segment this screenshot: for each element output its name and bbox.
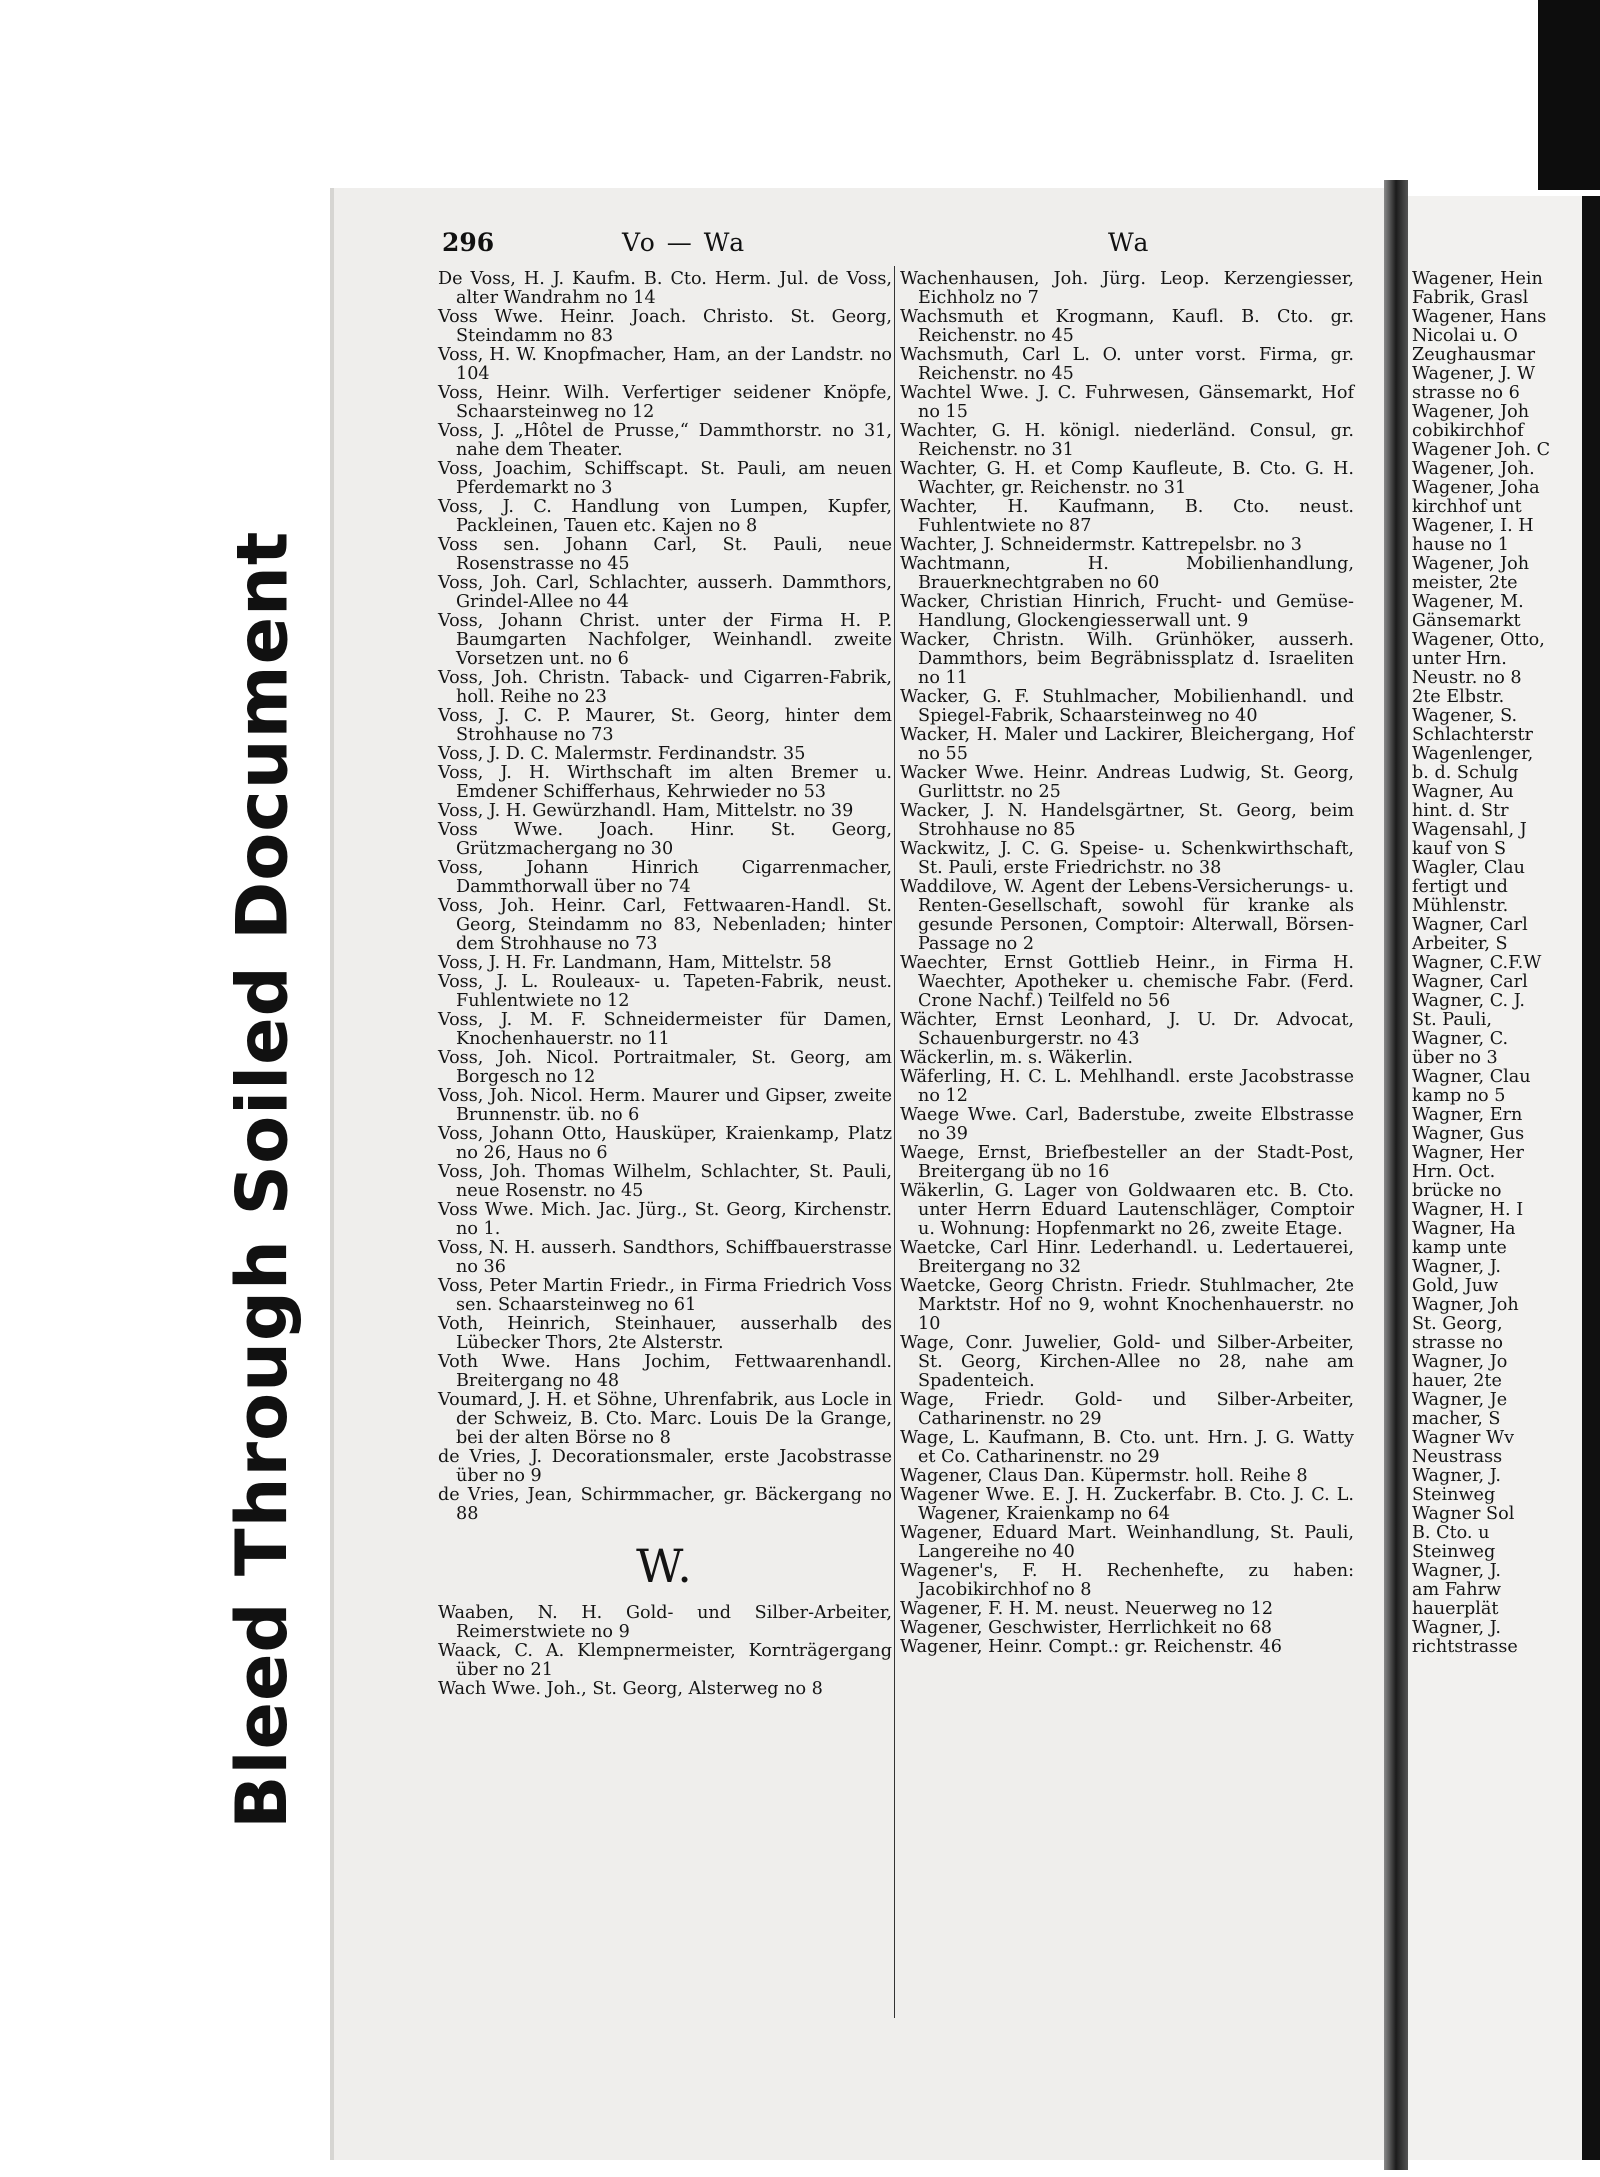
directory-entry: hint. d. Str [1412,801,1509,821]
directory-entry: Wage, Friedr. Gold- und Silber-Arbeiter, Catharinenstr. no 29 [900,1390,1354,1429]
directory-entry: Wäferling, H. C. L. Mehlhandl. erste Jacobstrasse no 12 [900,1067,1354,1106]
directory-entry: Voss, Johann Otto, Hausküper, Kraienkamp, Platz no 26, Haus no 6 [438,1124,892,1163]
directory-entry: Voth, Heinrich, Steinhauer, ausserhalb des Lübecker Thors, 2te Alsterstr. [438,1314,892,1353]
directory-entry: Wagener Wwe. E. J. H. Zuckerfabr. B. Cto. J. C. L. Wagener, Kraienkamp no 64 [900,1485,1354,1524]
directory-entry: Wäkerlin, G. Lager von Goldwaaren etc. B. Cto. unter Herrn Eduard Lautenschläger, Comptoir u. Wohnung: Hopfenmarkt no 26, zweite Etage. [900,1181,1354,1239]
directory-entry: Wächter, Ernst Leonhard, J. U. Dr. Advocat, Schauenburgerstr. no 43 [900,1010,1354,1049]
directory-entry: Wagner, C.F.W [1412,953,1542,973]
directory-entry: Wachsmuth, Carl L. O. unter vorst. Firma, gr. Reichenstr. no 45 [900,345,1354,384]
directory-entry: Wagner, Carl [1412,972,1528,992]
directory-entry: richtstrasse [1412,1637,1518,1657]
directory-entry: Wagener, Joh [1412,402,1530,422]
directory-entry: Wagner, Carl [1412,915,1528,935]
directory-entry: Zeughausmar [1412,345,1535,365]
directory-entry: Steinweg [1412,1485,1496,1505]
directory-entry: Voss Wwe. Heinr. Joach. Christo. St. Georg, Steindamm no 83 [438,307,892,346]
directory-entry: Wachtel Wwe. J. C. Fuhrwesen, Gänsemarkt, Hof no 15 [900,383,1354,422]
directory-entry: Wagner Sol [1412,1504,1515,1524]
directory-entry: Wagener, M. [1412,592,1524,612]
scanner-edge [1328,0,1600,190]
directory-entry: Voss, Heinr. Wilh. Verfertiger seidener Knöpfe, Schaarsteinweg no 12 [438,383,892,422]
directory-entry: Wagener, I. H [1412,516,1534,536]
directory-entry: Schlachterstr [1412,725,1533,745]
directory-entry: Voss, J. H. Fr. Landmann, Ham, Mittelstr. 58 [438,953,832,973]
directory-entry: fertigt und [1412,877,1508,897]
bleed-through-label: Bleed Through [221,1239,303,1829]
directory-entry: Wäckerlin, m. s. Wäkerlin. [900,1048,1133,1068]
directory-entry: Wagner Wv [1412,1428,1515,1448]
directory-entry: Voss, Joh. Thomas Wilhelm, Schlachter, St. Pauli, neue Rosenstr. no 45 [438,1162,892,1201]
directory-entry: Voss, Joh. Carl, Schlachter, ausserh. Dammthors, Grindel-Allee no 44 [438,573,892,612]
directory-entry: Waege Wwe. Carl, Baderstube, zweite Elbstrasse no 39 [900,1105,1354,1144]
directory-entry: Wagener, Otto, [1412,630,1545,650]
directory-entry: Wacker, H. Maler und Lackirer, Bleichergang, Hof no 55 [900,725,1354,764]
directory-entry: Nicolai u. O [1412,326,1518,346]
directory-entry: Waetcke, Georg Christn. Friedr. Stuhlmacher, 2te Marktstr. Hof no 9, wohnt Knochenhauerstr. no 10 [900,1276,1354,1334]
directory-entry: hauer, 2te [1412,1371,1502,1391]
soiled-document-label: Soiled Document [221,530,303,1216]
directory-entry: De Voss, H. J. Kaufm. B. Cto. Herm. Jul. de Voss, alter Wandrahm no 14 [438,269,892,308]
directory-entry: Voss, J. H. Gewürzhandl. Ham, Mittelstr. no 39 [438,801,854,821]
directory-entry: Voss, J. „Hôtel de Prusse,“ Dammthorstr. no 31, nahe dem Theater. [438,421,892,460]
directory-entry: Wachtmann, H. Mobilienhandlung, Brauerknechtgraben no 60 [900,554,1354,593]
book-spine [1384,180,1408,2170]
directory-entry: Wacker, Christn. Wilh. Grünhöker, ausserh. Dammthors, beim Begräbnissplatz d. Israeliten no 11 [900,630,1354,688]
directory-entry: Gänsemarkt [1412,611,1521,631]
directory-entry: Neustrass [1412,1447,1503,1467]
directory-entry: hause no 1 [1412,535,1509,555]
directory-entry: de Vries, Jean, Schirmmacher, gr. Bäckergang no 88 [438,1485,892,1524]
directory-entry: Waechter, Ernst Gottlieb Heinr., in Firma H. Waechter, Apotheker u. chemische Fabr. (Ferd. Crone Nachf.) Teilfeld no 56 [900,953,1354,1011]
directory-entry: Wacker Wwe. Heinr. Andreas Ludwig, St. Georg, Gurlittstr. no 25 [900,763,1354,802]
directory-entry: Wackwitz, J. C. G. Speise- u. Schenkwirthschaft, St. Pauli, erste Friedrichstr. no 38 [900,839,1354,878]
facing-column [1412,270,1600,1657]
directory-entry: Wach Wwe. Joh., St. Georg, Alsterweg no 8 [438,1679,823,1699]
directory-entry: Arbeiter, S [1412,934,1508,954]
directory-entry: brücke no [1412,1181,1502,1201]
directory-entry: b. d. Schulg [1412,763,1519,783]
directory-entry: kamp no 5 [1412,1086,1506,1106]
directory-entry: Wagner, J. [1412,1618,1501,1638]
directory-entry: macher, S [1412,1409,1501,1429]
directory-entry: Voss Wwe. Mich. Jac. Jürg., St. Georg, Kirchenstr. no 1. [438,1200,892,1239]
directory-entry: Wagener, Heinr. Compt.: gr. Reichenstr. 46 [900,1637,1282,1657]
page-header [0,228,1600,268]
directory-entry: kamp unte [1412,1238,1507,1258]
directory-entry: Wachter, G. H. königl. niederländ. Consul, gr. Reichenstr. no 31 [900,421,1354,460]
directory-entry: über no 3 [1412,1048,1498,1068]
directory-entry: kauf von S [1412,839,1507,859]
directory-entry: Wagner, C. [1412,1029,1509,1049]
directory-entry: Voss, J. L. Rouleaux- u. Tapeten-Fabrik, neust. Fuhlentwiete no 12 [438,972,892,1011]
directory-entry: strasse no 6 [1412,383,1520,403]
directory-entry: Wagler, Clau [1412,858,1525,878]
directory-entry: Wachenhausen, Joh. Jürg. Leop. Kerzengiesser, Eichholz no 7 [900,269,1354,308]
directory-entry: Wachter, H. Kaufmann, B. Cto. neust. Fuhlentwiete no 87 [900,497,1354,536]
directory-entry: Wage, Conr. Juwelier, Gold- und Silber-Arbeiter, St. Georg, Kirchen-Allee no 28, nahe am Spadenteich. [900,1333,1354,1391]
directory-entry: Voss, Peter Martin Friedr., in Firma Friedrich Voss sen. Schaarsteinweg no 61 [438,1276,892,1315]
directory-entry: meister, 2te [1412,573,1518,593]
directory-entry: Wagner, Clau [1412,1067,1531,1087]
directory-entry: Wacker, G. F. Stuhlmacher, Mobilienhandl. und Spiegel-Fabrik, Schaarsteinweg no 40 [900,687,1354,726]
directory-entry: Gold, Juw [1412,1276,1499,1296]
directory-entry: Waaben, N. H. Gold- und Silber-Arbeiter, Reimerstwiete no 9 [438,1603,892,1642]
directory-entry: Wagener's, F. H. Rechenhefte, zu haben: Jacobikirchhof no 8 [900,1561,1354,1600]
directory-entry: de Vries, J. Decorationsmaler, erste Jacobstrasse über no 9 [438,1447,892,1486]
directory-entry: Waddilove, W. Agent der Lebens-Versicherungs- u. Renten-Gesellschaft, sowohl für kranke als gesunde Personen, Comptoir: Alterwall, Börsen-Passage no 2 [900,877,1354,954]
directory-entry: Wagner, C. J. [1412,991,1526,1011]
directory-entry: Voss, Joh. Nicol. Portraitmaler, St. Georg, am Borgesch no 12 [438,1048,892,1087]
directory-entry: Wachsmuth et Krogmann, Kaufl. B. Cto. gr. Reichenstr. no 45 [900,307,1354,346]
directory-entry: Voss, J. M. F. Schneidermeister für Damen, Knochenhauerstr. no 11 [438,1010,892,1049]
directory-entry: Wagener, Hein [1412,269,1543,289]
directory-entry: Voss sen. Johann Carl, St. Pauli, neue Rosenstrasse no 45 [438,535,892,574]
directory-entry: Wagner, Gus [1412,1124,1525,1144]
directory-entry: Voumard, J. H. et Söhne, Uhrenfabrik, aus Locle in der Schweiz, B. Cto. Marc. Louis De la Grange, bei der alten Börse no 8 [438,1390,892,1448]
left-entries-w [438,1604,892,1699]
directory-entry: Wagner, J. [1412,1466,1501,1486]
directory-entry: Wagner, J. [1412,1257,1501,1277]
directory-entry: kirchhof unt [1412,497,1522,517]
directory-entry: unter Hrn. [1412,649,1507,669]
directory-entry: Voss, J. C. P. Maurer, St. Georg, hinter dem Strohhause no 73 [438,706,892,745]
directory-entry: Mühlenstr. [1412,896,1509,916]
directory-entry: Wagner, Au [1412,782,1514,802]
directory-entry: Voss, J. H. Wirthschaft im alten Bremer u. Emdener Schifferhaus, Kehrwieder no 53 [438,763,892,802]
directory-entry: Wagener, Hans [1412,307,1547,327]
directory-entry: Wagener, Joh [1412,554,1530,574]
right-running-title: Wa [1108,228,1151,257]
directory-entry: Voss, Joh. Heinr. Carl, Fettwaaren-Handl. St. Georg, Steindamm no 83, Nebenladen; hinter dem Strohhause no 73 [438,896,892,954]
directory-entry: Wagener, Joha [1412,478,1540,498]
directory-entry: Wagner, Joh [1412,1295,1519,1315]
directory-entry: Wachter, G. H. et Comp Kaufleute, B. Cto. G. H. Wachter, gr. Reichenstr. no 31 [900,459,1354,498]
directory-entry: B. Cto. u [1412,1523,1490,1543]
directory-entry: Wagener, Geschwister, Herrlichkeit no 68 [900,1618,1272,1638]
directory-entry: Wagener, Eduard Mart. Weinhandlung, St. Pauli, Langereihe no 40 [900,1523,1354,1562]
directory-entry: Wagener, S. [1412,706,1518,726]
directory-entry: hauerplät [1412,1599,1499,1619]
directory-entry: am Fahrw [1412,1580,1502,1600]
directory-entry: Voss, Joachim, Schiffscapt. St. Pauli, am neuen Pferdemarkt no 3 [438,459,892,498]
directory-entry: Wagensahl, J [1412,820,1527,840]
directory-entry: Wacker, Christian Hinrich, Frucht- und Gemüse-Handlung, Glockengiesserwall unt. 9 [900,592,1354,631]
directory-entry: Wagener, F. H. M. neust. Neuerweg no 12 [900,1599,1274,1619]
directory-entry: Wagner, Her [1412,1143,1524,1163]
directory-entry: Voss, N. H. ausserh. Sandthors, Schiffbauerstrasse no 36 [438,1238,892,1277]
directory-entry: St. Georg, [1412,1314,1503,1334]
directory-entry: Voss, J. C. Handlung von Lumpen, Kupfer, Packleinen, Tauen etc. Kajen no 8 [438,497,892,536]
directory-entry: Wagner, Ha [1412,1219,1516,1239]
directory-entry: Wagener, Joh. [1412,459,1535,479]
directory-entry: Wachter, J. Schneidermstr. Kattrepelsbr. no 3 [900,535,1302,555]
column-divider [894,266,895,2018]
directory-entry: Wagner, Jo [1412,1352,1508,1372]
directory-entry: Wage, L. Kaufmann, B. Cto. unt. Hrn. J. G. Watty et Co. Catharinenstr. no 29 [900,1428,1354,1467]
directory-entry: Wagener, J. W [1412,364,1536,384]
directory-entry: Voss, Joh. Christn. Taback- und Cigarren-Fabrik, holl. Reihe no 23 [438,668,892,707]
directory-entry: Neustr. no 8 [1412,668,1522,688]
directory-entry: Wagner, Je [1412,1390,1508,1410]
directory-entry: Waack, C. A. Klempnermeister, Kornträgergang über no 21 [438,1641,892,1680]
directory-entry: Wagenlenger, [1412,744,1534,764]
directory-entry: cobikirchhof [1412,421,1524,441]
directory-entry: strasse no [1412,1333,1503,1353]
directory-entry: Wagner, J. [1412,1561,1501,1581]
directory-entry: Fabrik, Grasl [1412,288,1529,308]
directory-entry: Steinweg [1412,1542,1496,1562]
directory-entry: Wagener, Claus Dan. Küpermstr. holl. Reihe 8 [900,1466,1308,1486]
directory-entry: St. Pauli, [1412,1010,1493,1030]
left-entries [438,270,892,1524]
directory-entry: Voss, H. W. Knopfmacher, Ham, an der Landstr. no 104 [438,345,892,384]
directory-entry: Voss, J. D. C. Malermstr. Ferdinandstr. 35 [438,744,806,764]
directory-entry: Wagner, H. I [1412,1200,1524,1220]
directory-entry: 2te Elbstr. [1412,687,1505,707]
directory-entry: Voss Wwe. Joach. Hinr. St. Georg, Grützmachergang no 30 [438,820,892,859]
bleed-through-stamp [208,1239,316,1829]
directory-entry: Voss, Johann Christ. unter der Firma H. P. Baumgarten Nachfolger, Weinhandl. zweite Vorsetzen unt. no 6 [438,611,892,669]
directory-entry: Wacker, J. N. Handelsgärtner, St. Georg, beim Strohhause no 85 [900,801,1354,840]
page-number: 296 [442,228,495,257]
section-letter: W. [636,1539,694,1593]
directory-entry: Wagener Joh. C [1412,440,1551,460]
soiled-document-stamp [208,530,316,1216]
directory-entry: Voss, Joh. Nicol. Herm. Maurer und Gipser, zweite Brunnenstr. üb. no 6 [438,1086,892,1125]
directory-entry: Wagner, Ern [1412,1105,1523,1125]
directory-entry: Hrn. Oct. [1412,1162,1496,1182]
left-running-title: Vo — Wa [622,228,747,257]
left-column [438,270,892,1699]
directory-entry: Voss, Johann Hinrich Cigarrenmacher, Dammthorwall über no 74 [438,858,892,897]
directory-entry: Voth Wwe. Hans Jochim, Fettwaarenhandl. Breitergang no 48 [438,1352,892,1391]
directory-entry: Waetcke, Carl Hinr. Lederhandl. u. Ledertauerei, Breitergang no 32 [900,1238,1354,1277]
right-column [900,270,1354,1657]
directory-entry: Waege, Ernst, Briefbesteller an der Stadt-Post, Breitergang üb no 16 [900,1143,1354,1182]
